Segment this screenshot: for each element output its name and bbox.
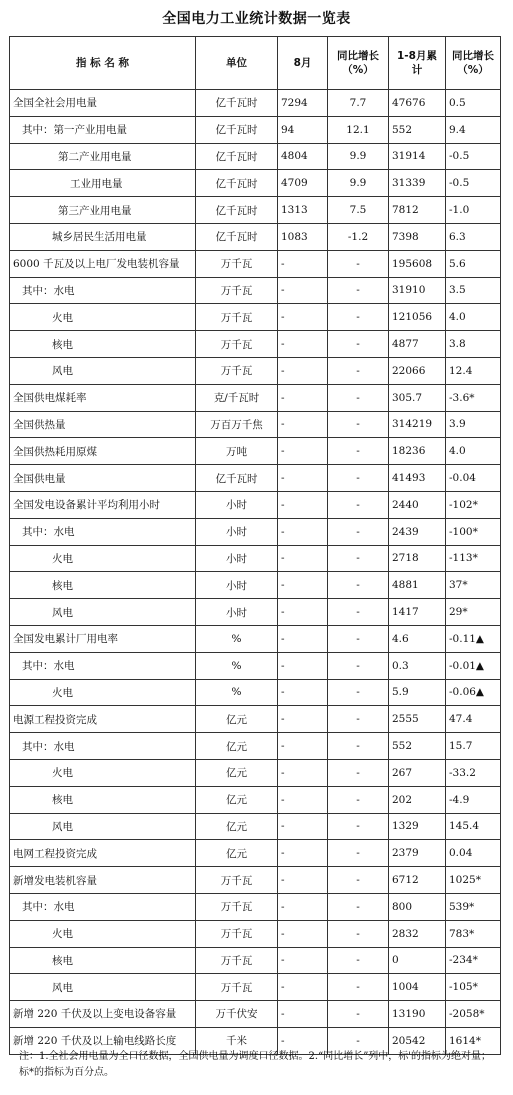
row-month-yoy: - — [328, 357, 389, 384]
row-cumulative-yoy: -33.2 — [446, 759, 501, 786]
row-month-value: - — [278, 1027, 328, 1054]
table-row — [10, 250, 501, 277]
row-indicator: 核电 — [10, 572, 196, 599]
row-month-value: - — [278, 974, 328, 1001]
row-cumulative-value: 195608 — [389, 250, 446, 277]
row-indicator: 新增 220 千伏及以上输电线路长度 — [10, 1027, 196, 1054]
row-unit: 万千瓦 — [196, 867, 278, 894]
row-cumulative-yoy: 3.8 — [446, 331, 501, 358]
row-month-value: - — [278, 250, 328, 277]
row-cumulative-value: 47676 — [389, 90, 446, 117]
row-month-value: - — [278, 599, 328, 626]
row-cumulative-yoy: 12.4 — [446, 357, 501, 384]
row-cumulative-yoy: 15.7 — [446, 733, 501, 760]
row-cumulative-yoy: 29* — [446, 599, 501, 626]
row-cumulative-yoy: -0.5 — [446, 143, 501, 170]
row-unit: 亿千瓦时 — [196, 143, 278, 170]
row-month-yoy: - — [328, 893, 389, 920]
row-unit: 万千瓦 — [196, 893, 278, 920]
row-month-yoy: - — [328, 465, 389, 492]
row-indicator: 火电 — [10, 759, 196, 786]
row-cumulative-yoy: 47.4 — [446, 706, 501, 733]
row-cumulative-yoy: 6.3 — [446, 223, 501, 250]
row-cumulative-yoy: -0.01▲ — [446, 652, 501, 679]
row-cumulative-yoy: -105* — [446, 974, 501, 1001]
row-indicator: 风电 — [10, 599, 196, 626]
row-month-yoy: - — [328, 679, 389, 706]
row-cumulative-value: 2718 — [389, 545, 446, 572]
row-month-value: - — [278, 518, 328, 545]
row-cumulative-yoy: 5.6 — [446, 250, 501, 277]
page-title: 全国电力工业统计数据一览表 — [162, 11, 351, 27]
row-month-yoy: 7.5 — [328, 197, 389, 224]
row-cumulative-value: 2555 — [389, 706, 446, 733]
row-indicator: 其中：水电 — [10, 518, 196, 545]
row-month-value: 1083 — [278, 223, 328, 250]
row-cumulative-yoy: -100* — [446, 518, 501, 545]
row-month-yoy: - — [328, 813, 389, 840]
row-month-value: 1313 — [278, 197, 328, 224]
row-cumulative-yoy: 783* — [446, 920, 501, 947]
row-month-yoy: - — [328, 652, 389, 679]
row-unit: % — [196, 625, 278, 652]
table-row — [10, 116, 501, 143]
row-month-yoy: - — [328, 518, 389, 545]
row-cumulative-value: 31914 — [389, 143, 446, 170]
row-unit: 万千瓦 — [196, 974, 278, 1001]
row-indicator: 风电 — [10, 813, 196, 840]
row-cumulative-yoy: 1025* — [446, 867, 501, 894]
row-unit: 亿千瓦时 — [196, 170, 278, 197]
row-month-yoy: - — [328, 974, 389, 1001]
table-row — [10, 143, 501, 170]
row-cumulative-value: 314219 — [389, 411, 446, 438]
row-month-value: - — [278, 733, 328, 760]
row-unit: % — [196, 679, 278, 706]
row-unit: 万吨 — [196, 438, 278, 465]
row-month-yoy: - — [328, 438, 389, 465]
row-unit: 亿元 — [196, 786, 278, 813]
table-row — [10, 786, 501, 813]
row-cumulative-yoy: 4.0 — [446, 438, 501, 465]
table-row — [10, 223, 501, 250]
table-row — [10, 277, 501, 304]
row-cumulative-value: 31339 — [389, 170, 446, 197]
table-row — [10, 170, 501, 197]
row-indicator: 风电 — [10, 974, 196, 1001]
row-cumulative-yoy: -234* — [446, 947, 501, 974]
row-unit: 小时 — [196, 545, 278, 572]
row-cumulative-yoy: -0.06▲ — [446, 679, 501, 706]
row-month-yoy: - — [328, 786, 389, 813]
row-cumulative-value: 5.9 — [389, 679, 446, 706]
row-month-yoy: - — [328, 1027, 389, 1054]
row-cumulative-value: 552 — [389, 116, 446, 143]
row-month-value: - — [278, 893, 328, 920]
row-month-value: - — [278, 465, 328, 492]
row-month-value: - — [278, 786, 328, 813]
row-indicator: 核电 — [10, 331, 196, 358]
row-unit: 万千瓦 — [196, 277, 278, 304]
row-cumulative-value: 31910 — [389, 277, 446, 304]
row-indicator: 6000 千瓦及以上电厂发电装机容量 — [10, 250, 196, 277]
row-month-yoy: - — [328, 840, 389, 867]
table-row — [10, 304, 501, 331]
row-unit: 克/千瓦时 — [196, 384, 278, 411]
table-row — [10, 331, 501, 358]
row-month-value: - — [278, 304, 328, 331]
row-month-value: - — [278, 652, 328, 679]
table-row — [10, 572, 501, 599]
row-month-yoy: - — [328, 304, 389, 331]
table-row — [10, 840, 501, 867]
row-month-value: - — [278, 813, 328, 840]
row-unit: 亿千瓦时 — [196, 223, 278, 250]
row-month-yoy: - — [328, 572, 389, 599]
row-unit: 亿元 — [196, 813, 278, 840]
row-month-yoy: - — [328, 384, 389, 411]
row-month-value: - — [278, 572, 328, 599]
row-month-yoy: - — [328, 867, 389, 894]
row-month-yoy: - — [328, 250, 389, 277]
row-month-yoy: - — [328, 733, 389, 760]
row-indicator: 核电 — [10, 947, 196, 974]
row-cumulative-yoy: 1614* — [446, 1027, 501, 1054]
row-month-yoy: - — [328, 947, 389, 974]
row-cumulative-value: 7398 — [389, 223, 446, 250]
footnote: 注：1.全社会用电量为全口径数据，全国供电量为调度口径数据。2.“同比增长”列中，标'的指标为绝对量；标*的指标为百分点。 — [19, 1051, 492, 1078]
row-month-yoy: 7.7 — [328, 90, 389, 117]
row-cumulative-value: 0 — [389, 947, 446, 974]
row-month-yoy: 9.9 — [328, 143, 389, 170]
row-cumulative-yoy: 4.0 — [446, 304, 501, 331]
row-cumulative-yoy: 0.5 — [446, 90, 501, 117]
row-month-value: - — [278, 679, 328, 706]
row-month-value: - — [278, 1001, 328, 1028]
row-month-yoy: - — [328, 759, 389, 786]
header-yoy: 同比增长（%） — [328, 37, 389, 90]
row-unit: 亿元 — [196, 840, 278, 867]
row-indicator: 全国供热量 — [10, 411, 196, 438]
row-indicator: 其中：水电 — [10, 733, 196, 760]
row-cumulative-value: 305.7 — [389, 384, 446, 411]
row-cumulative-value: 2440 — [389, 491, 446, 518]
row-cumulative-yoy: 3.5 — [446, 277, 501, 304]
row-unit: 小时 — [196, 599, 278, 626]
row-indicator: 其中：水电 — [10, 893, 196, 920]
row-cumulative-value: 6712 — [389, 867, 446, 894]
table-row — [10, 733, 501, 760]
row-cumulative-yoy: 9.4 — [446, 116, 501, 143]
row-cumulative-value: 4877 — [389, 331, 446, 358]
row-cumulative-yoy: -3.6* — [446, 384, 501, 411]
row-unit: 万千瓦 — [196, 947, 278, 974]
row-month-value: - — [278, 625, 328, 652]
table-row — [10, 893, 501, 920]
row-unit: 亿元 — [196, 733, 278, 760]
row-indicator: 火电 — [10, 920, 196, 947]
header-month: 8月 — [278, 37, 328, 90]
row-cumulative-value: 267 — [389, 759, 446, 786]
table-row — [10, 357, 501, 384]
row-indicator: 其中：水电 — [10, 277, 196, 304]
row-month-value: - — [278, 759, 328, 786]
row-month-yoy: - — [328, 625, 389, 652]
row-cumulative-value: 4.6 — [389, 625, 446, 652]
row-indicator: 全国发电设备累计平均利用小时 — [10, 491, 196, 518]
row-cumulative-value: 4881 — [389, 572, 446, 599]
table-row — [10, 679, 501, 706]
row-month-yoy: - — [328, 706, 389, 733]
row-month-value: 4709 — [278, 170, 328, 197]
row-cumulative-yoy: 37* — [446, 572, 501, 599]
row-indicator: 其中：水电 — [10, 652, 196, 679]
row-month-value: - — [278, 706, 328, 733]
row-cumulative-value: 22066 — [389, 357, 446, 384]
row-cumulative-value: 7812 — [389, 197, 446, 224]
table-row — [10, 625, 501, 652]
row-indicator: 第二产业用电量 — [10, 143, 196, 170]
row-unit: 万千瓦 — [196, 250, 278, 277]
row-month-value: - — [278, 545, 328, 572]
table-row — [10, 947, 501, 974]
row-cumulative-yoy: -1.0 — [446, 197, 501, 224]
row-cumulative-yoy: 0.04 — [446, 840, 501, 867]
row-cumulative-value: 13190 — [389, 1001, 446, 1028]
row-cumulative-value: 2832 — [389, 920, 446, 947]
row-indicator: 电网工程投资完成 — [10, 840, 196, 867]
row-cumulative-value: 2379 — [389, 840, 446, 867]
table-row — [10, 652, 501, 679]
row-unit: 万千伏安 — [196, 1001, 278, 1028]
row-month-yoy: -1.2 — [328, 223, 389, 250]
row-unit: 亿千瓦时 — [196, 465, 278, 492]
row-cumulative-value: 18236 — [389, 438, 446, 465]
row-cumulative-value: 1004 — [389, 974, 446, 1001]
row-indicator: 火电 — [10, 679, 196, 706]
row-month-yoy: - — [328, 411, 389, 438]
row-month-yoy: - — [328, 277, 389, 304]
row-cumulative-yoy: -0.11▲ — [446, 625, 501, 652]
row-cumulative-yoy: -2058* — [446, 1001, 501, 1028]
header-cumulative: 1-8月累计 — [389, 37, 446, 90]
row-unit: 万千瓦 — [196, 357, 278, 384]
row-cumulative-value: 121056 — [389, 304, 446, 331]
row-indicator: 全国供热耗用原煤 — [10, 438, 196, 465]
row-cumulative-yoy: 3.9 — [446, 411, 501, 438]
row-month-yoy: - — [328, 599, 389, 626]
row-indicator: 火电 — [10, 545, 196, 572]
row-month-value: - — [278, 947, 328, 974]
row-cumulative-value: 20542 — [389, 1027, 446, 1054]
table-row — [10, 974, 501, 1001]
statistics-table — [9, 36, 501, 1055]
row-cumulative-value: 0.3 — [389, 652, 446, 679]
table-row — [10, 867, 501, 894]
row-indicator: 风电 — [10, 357, 196, 384]
row-cumulative-value: 41493 — [389, 465, 446, 492]
row-cumulative-yoy: -0.5 — [446, 170, 501, 197]
row-month-yoy: - — [328, 545, 389, 572]
row-indicator: 核电 — [10, 786, 196, 813]
row-cumulative-yoy: 145.4 — [446, 813, 501, 840]
row-month-value: - — [278, 491, 328, 518]
row-month-value: 94 — [278, 116, 328, 143]
row-month-value: 7294 — [278, 90, 328, 117]
row-month-value: - — [278, 411, 328, 438]
row-unit: 万千瓦 — [196, 920, 278, 947]
row-month-value: - — [278, 277, 328, 304]
row-indicator: 城乡居民生活用电量 — [10, 223, 196, 250]
table-row — [10, 759, 501, 786]
table-row — [10, 438, 501, 465]
row-indicator: 电源工程投资完成 — [10, 706, 196, 733]
row-cumulative-value: 800 — [389, 893, 446, 920]
row-cumulative-yoy: -113* — [446, 545, 501, 572]
table-row — [10, 384, 501, 411]
row-month-yoy: - — [328, 491, 389, 518]
row-unit: 小时 — [196, 518, 278, 545]
row-indicator: 新增 220 千伏及以上变电设备容量 — [10, 1001, 196, 1028]
row-month-yoy: - — [328, 1001, 389, 1028]
row-unit: 小时 — [196, 491, 278, 518]
row-indicator: 工业用电量 — [10, 170, 196, 197]
table-row — [10, 813, 501, 840]
row-cumulative-yoy: -102* — [446, 491, 501, 518]
table-row — [10, 518, 501, 545]
row-unit: 万百万千焦 — [196, 411, 278, 438]
row-indicator: 其中：第一产业用电量 — [10, 116, 196, 143]
row-indicator: 全国供电煤耗率 — [10, 384, 196, 411]
table-row — [10, 491, 501, 518]
table-row — [10, 706, 501, 733]
table-row — [10, 197, 501, 224]
row-cumulative-value: 1417 — [389, 599, 446, 626]
table-row — [10, 920, 501, 947]
row-indicator: 全国发电累计厂用电率 — [10, 625, 196, 652]
row-cumulative-value: 2439 — [389, 518, 446, 545]
row-cumulative-yoy: -0.04 — [446, 465, 501, 492]
row-indicator: 第三产业用电量 — [10, 197, 196, 224]
row-month-value: - — [278, 384, 328, 411]
row-unit: 亿千瓦时 — [196, 197, 278, 224]
table-row — [10, 1001, 501, 1028]
row-unit: 亿元 — [196, 706, 278, 733]
table-header-row — [10, 37, 501, 90]
row-unit: 亿元 — [196, 759, 278, 786]
table-row — [10, 599, 501, 626]
header-unit: 单位 — [196, 37, 278, 90]
row-month-value: - — [278, 357, 328, 384]
row-month-yoy: 12.1 — [328, 116, 389, 143]
row-cumulative-value: 202 — [389, 786, 446, 813]
row-indicator: 全国全社会用电量 — [10, 90, 196, 117]
table-row — [10, 545, 501, 572]
row-cumulative-yoy: 539* — [446, 893, 501, 920]
row-month-yoy: - — [328, 331, 389, 358]
row-month-value: - — [278, 920, 328, 947]
row-month-yoy: - — [328, 920, 389, 947]
table-row — [10, 465, 501, 492]
row-month-value: - — [278, 840, 328, 867]
row-cumulative-yoy: -4.9 — [446, 786, 501, 813]
row-unit: 亿千瓦时 — [196, 90, 278, 117]
row-indicator: 全国供电量 — [10, 465, 196, 492]
row-month-value: 4804 — [278, 143, 328, 170]
row-month-yoy: 9.9 — [328, 170, 389, 197]
row-unit: 万千瓦 — [196, 331, 278, 358]
row-indicator: 新增发电装机容量 — [10, 867, 196, 894]
row-month-value: - — [278, 331, 328, 358]
row-unit: 万千瓦 — [196, 304, 278, 331]
row-unit: 亿千瓦时 — [196, 116, 278, 143]
row-cumulative-value: 1329 — [389, 813, 446, 840]
header-cum-yoy: 同比增长（%） — [446, 37, 501, 90]
row-unit: % — [196, 652, 278, 679]
row-unit: 千米 — [196, 1027, 278, 1054]
row-unit: 小时 — [196, 572, 278, 599]
table-body — [10, 90, 501, 1055]
table-row — [10, 90, 501, 117]
row-cumulative-value: 552 — [389, 733, 446, 760]
table-row — [10, 411, 501, 438]
header-indicator: 指 标 名 称 — [10, 37, 196, 90]
row-month-value: - — [278, 438, 328, 465]
row-month-value: - — [278, 867, 328, 894]
row-indicator: 火电 — [10, 304, 196, 331]
